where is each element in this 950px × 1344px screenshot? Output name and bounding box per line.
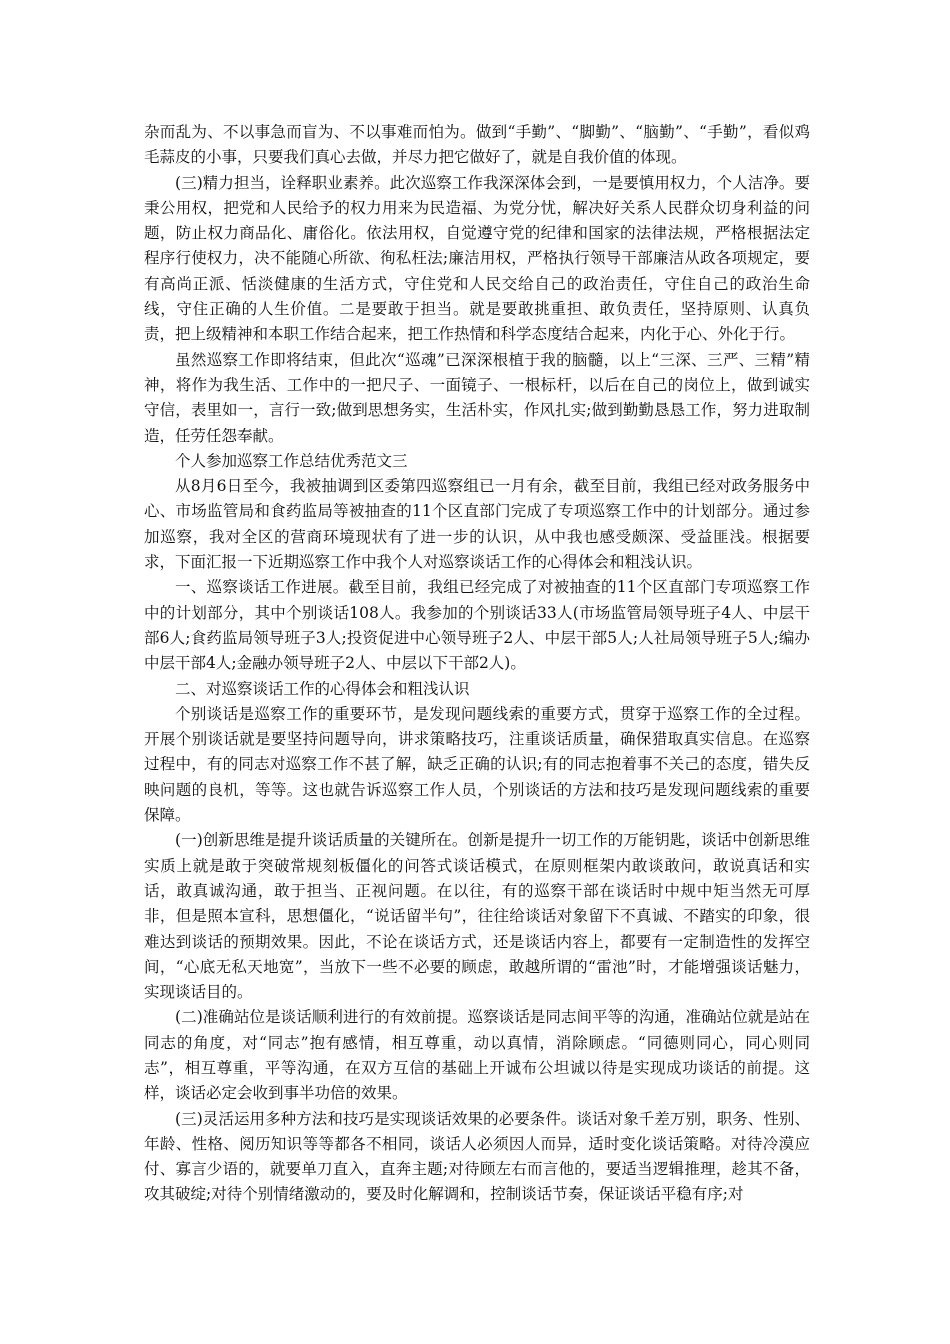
paragraph-continuation: 杂而乱为、不以事急而盲为、不以事难而怕为。做到“手勤”、“脚勤”、“脑勤”、“手勤”，看似鸡毛蒜皮的小事，只要我们真心去做，并尽力把它做好了，就是自我价值的体现。	[144, 123, 810, 167]
paragraph-section-three: (三)精力担当，诠释职业素养。此次巡察工作我深深体会到，一是要慎用权力，个人洁净。要秉公用权，把党和人民给予的权力用来为民造福、为党分忧，解决好关系人民群众切身利益的问题，防止权力商品化、庸俗化。依法用权，自觉遵守党的纪律和国家的法律法规，严格根据法定程序行使权力，决不能随心所欲、徇私枉法;廉洁用权，严格执行领导干部廉洁从政各项规定，要有高尚正派、恬淡健康的生活方式，守住党和人民交给自己的政治责任，守住自己的政治生命线，守住正确的人生价值。二是要敢于担当。就是要敢挑重担、敢负责任，坚持原则、认真负责，把上级精神和本职工作结合起来，把工作热情和科学态度结合起来，内化于心、外化于行。	[144, 173, 810, 344]
document-body	[144, 120, 810, 1208]
paragraph-intro: 从8月6日至今，我被抽调到区委第四巡察组已一月有余，截至目前，我组已经对政务服务中心、市场监管局和食药监局等被抽查的11个区直部门完成了专项巡察工作中的计划部分。通过参加巡察，我对全区的营商环境现状有了进一步的认识，从中我也感受颇深、受益匪浅。根据要求，下面汇报一下近期巡察工作中我个人对巡察谈话工作的心得体会和粗浅认识。	[144, 477, 810, 572]
paragraph-innovation: (一)创新思维是提升谈话质量的关键所在。创新是提升一切工作的万能钥匙，谈话中创新思维实质上就是敢于突破常规刻板僵化的问答式谈话模式，在原则框架内敢谈敢问，敢说真话和实话，敢真诚沟通，敢于担当、正视问题。在以往，有的巡察干部在谈话时中规中矩当然无可厚非，但是照本宣科，思想僵化，“说话留半句”，往往给谈话对象留下不真诚、不踏实的印象，很难达到谈话的预期效果。因此，不论在谈话方式，还是谈话内容上，都要有一定制造性的发挥空间，“心底无私天地宽”，当放下一些不必要的顾虑，敢越所谓的“雷池”时，才能增强谈话魅力，实现谈话目的。	[144, 831, 810, 1002]
subsection-heading: 二、对巡察谈话工作的心得体会和粗浅认识	[175, 679, 470, 698]
paragraph-methods: (三)灵活运用多种方法和技巧是实现谈话效果的必要条件。谈话对象千差万别，职务、性别、年龄、性格、阅历知识等等都各不相同，谈话人必须因人而异，适时变化谈话策略。对待冷漠应付、寡言少语的，就要单刀直入，直奔主题;对待顾左右而言他的，要适当逻辑推理，趁其不备，攻其破绽;对待个别情绪激动的，要及时化解调和，控制谈话节奏，保证谈话平稳有序;对	[144, 1109, 810, 1204]
paragraph-individual-talk: 个别谈话是巡察工作的重要环节，是发现问题线索的重要方式，贯穿于巡察工作的全过程。开展个别谈话就是要坚持问题导向，讲求策略技巧，注重谈话质量，确保猎取真实信息。在巡察过程中，有的同志对巡察工作不甚了解，缺乏正确的认识;有的同志抱着事不关己的态度，错失反映问题的良机，等等。这也就告诉巡察工作人员，个别谈话的方法和技巧是发现问题线索的重要保障。	[144, 704, 810, 825]
paragraph-conclusion: 虽然巡察工作即将结束，但此次“巡魂”已深深根植于我的脑髓，以上“三深、三严、三精”精神，将作为我生活、工作中的一把尺子、一面镜子、一根标杆，以后在自己的岗位上，做到诚实守信，表里如一，言行一致;做到思想务实，生活朴实，作风扎实;做到勤勤恳恳工作，努力进取制造，任劳任怨奉献。	[144, 350, 810, 445]
section-heading: 个人参加巡察工作总结优秀范文三	[175, 451, 408, 470]
paragraph-progress: 一、巡察谈话工作进展。截至目前，我组已经完成了对被抽查的11个区直部门专项巡察工作中的计划部分，其中个别谈话108人。我参加的个别谈话33人(市场监管局领导班子4人、中层干部6人;食药监局领导班子3人;投资促进中心领导班子2人、中层干部5人;人社局领导班子5人;编办中层干部4人;金融办领导班子2人、中层以下干部2人)。	[144, 578, 810, 673]
paragraph-positioning: (二)准确站位是谈话顺利进行的有效前提。巡察谈话是同志间平等的沟通，准确站位就是站在同志的角度，对“同志”抱有感情，相互尊重，动以真情，消除顾虑。“同德则同心，同心则同志”，相互尊重，平等沟通，在双方互信的基础上开诚布公坦诚以待是实现成功谈话的前提。这样，谈话必定会收到事半功倍的效果。	[144, 1008, 810, 1103]
